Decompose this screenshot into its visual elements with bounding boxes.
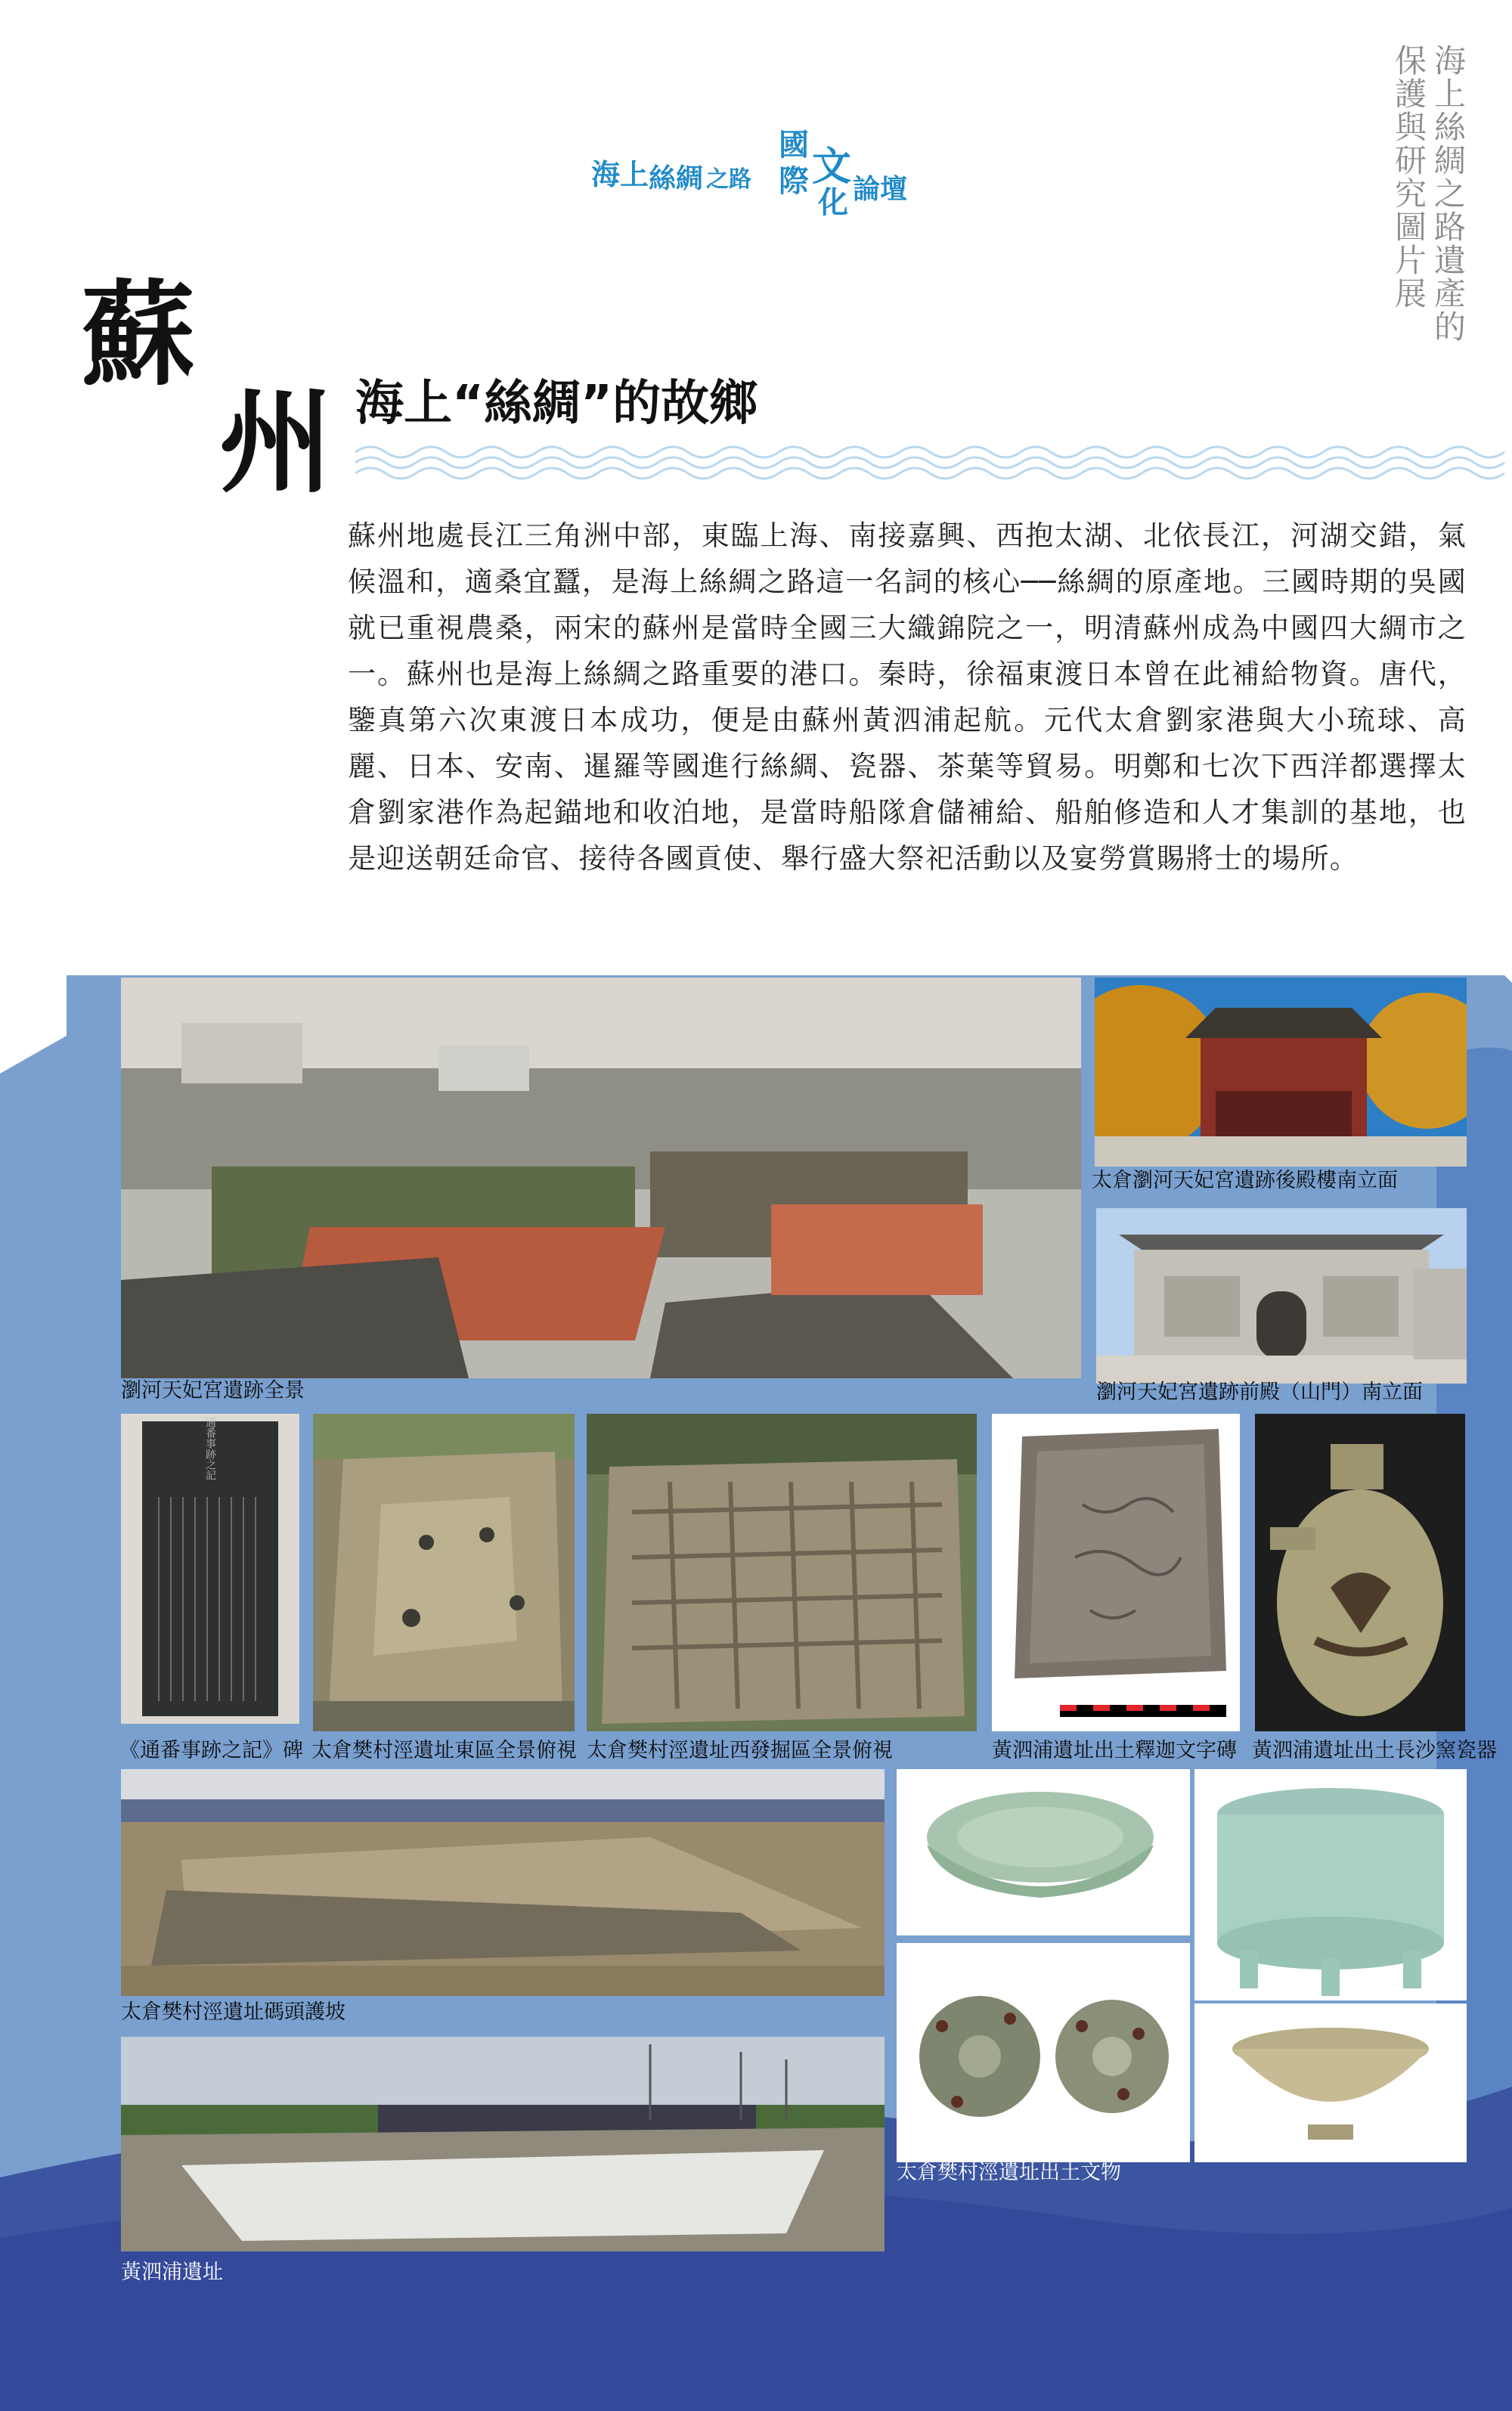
- caption-brick: 黃泗浦遺址出土釋迦文字磚: [992, 1739, 1237, 1762]
- logo-hua: 化: [818, 185, 848, 220]
- stele-inscription: 通番事跡之記: [204, 1417, 216, 1480]
- page-subtitle: 海上“絲綢”的故鄉: [355, 376, 758, 432]
- logo-part-2: 絲綢: [649, 163, 704, 194]
- logo-part-1: 海上: [591, 158, 649, 191]
- west-area-photo: [587, 1414, 977, 1731]
- logo-guo: 國: [779, 128, 809, 163]
- caption-west-area: 太倉樊村涇遺址西發掘區全景俯視: [587, 1739, 893, 1762]
- relic-dish-photo: [897, 1769, 1190, 1935]
- city-char-2: 州: [219, 376, 333, 509]
- relic-censer-photo: [1194, 1769, 1467, 2000]
- relic-bowl-photo: [1194, 2003, 1467, 2162]
- caption-ewer: 黃泗浦遺址出土長沙窯瓷器: [1252, 1739, 1497, 1762]
- series-title-line-1: 海上絲綢之路遺產的: [1430, 44, 1467, 343]
- ewer-photo: [1255, 1414, 1465, 1731]
- caption-rear-hall: 太倉瀏河天妃宮遺跡後殿樓南立面: [1092, 1169, 1398, 1192]
- body-paragraph: 蘇州地處長江三角洲中部，東臨上海、南接嘉興、西抱太湖、北依長江，河湖交錯，氣候溫和，適桑宜蠶，是海上絲綢之路這一名詞的核心──絲綢的原產地。三國時期的吳國就已重視農桑，兩宋的蘇州是當時全國三大織錦院之一，明清蘇州成為中國四大綢市之一。蘇州也是海上絲綢之路重要的港口。秦時，徐福東渡日本曾在此補給物資。唐代，鑒真第六次東渡日本成功，便是由蘇州黃泗浦起航。元代太倉劉家港與大小琉球、高麗、日本、安南、暹羅等國進行絲綢、瓷器、茶葉等貿易。明鄭和七次下西洋都選擇太倉劉家港作為起錨地和收泊地，是當時船隊倉儲補給、船舶修造和人才集訓的基地，也是迎送朝廷命官、接待各國貢使、舉行盛大祭祀活動以及宴勞賞賜將士的場所。: [348, 519, 1467, 875]
- caption-panorama: 瀏河天妃宮遺跡全景: [121, 1379, 305, 1402]
- caption-relics: 太倉樊村涇遺址出土文物: [897, 2161, 1121, 2184]
- logo-part-3: 之路: [706, 166, 751, 193]
- wharf-photo: [121, 1769, 885, 1996]
- city-char-1: 蘇: [82, 268, 196, 401]
- brick-photo: [992, 1414, 1240, 1731]
- caption-east-area: 太倉樊村涇遺址東區全景俯視: [311, 1739, 577, 1762]
- front-hall-photo: [1096, 1208, 1467, 1384]
- wave-band: [355, 447, 1504, 479]
- east-area-photo: [313, 1414, 575, 1731]
- caption-wharf: 太倉樊村涇遺址碼頭護坡: [121, 2000, 345, 2024]
- series-title-line-2: 保護與研究圖片展: [1390, 44, 1427, 310]
- logo-forum: 論壇: [853, 174, 908, 205]
- panorama-photo: [121, 978, 1081, 1378]
- huangsipu-photo: [121, 2037, 885, 2251]
- caption-stele: 《通番事跡之記》碑: [119, 1739, 303, 1762]
- logo-wen: 文: [812, 144, 852, 190]
- rear-hall-photo: [1095, 978, 1467, 1167]
- caption-front-hall: 瀏河天妃宮遺跡前殿（山門）南立面: [1096, 1381, 1423, 1404]
- relic-lids-photo: [897, 1943, 1190, 2162]
- stele-photo: [121, 1414, 299, 1724]
- caption-huangsipu: 黃泗浦遺址: [121, 2261, 223, 2284]
- logo-ji: 際: [779, 164, 809, 199]
